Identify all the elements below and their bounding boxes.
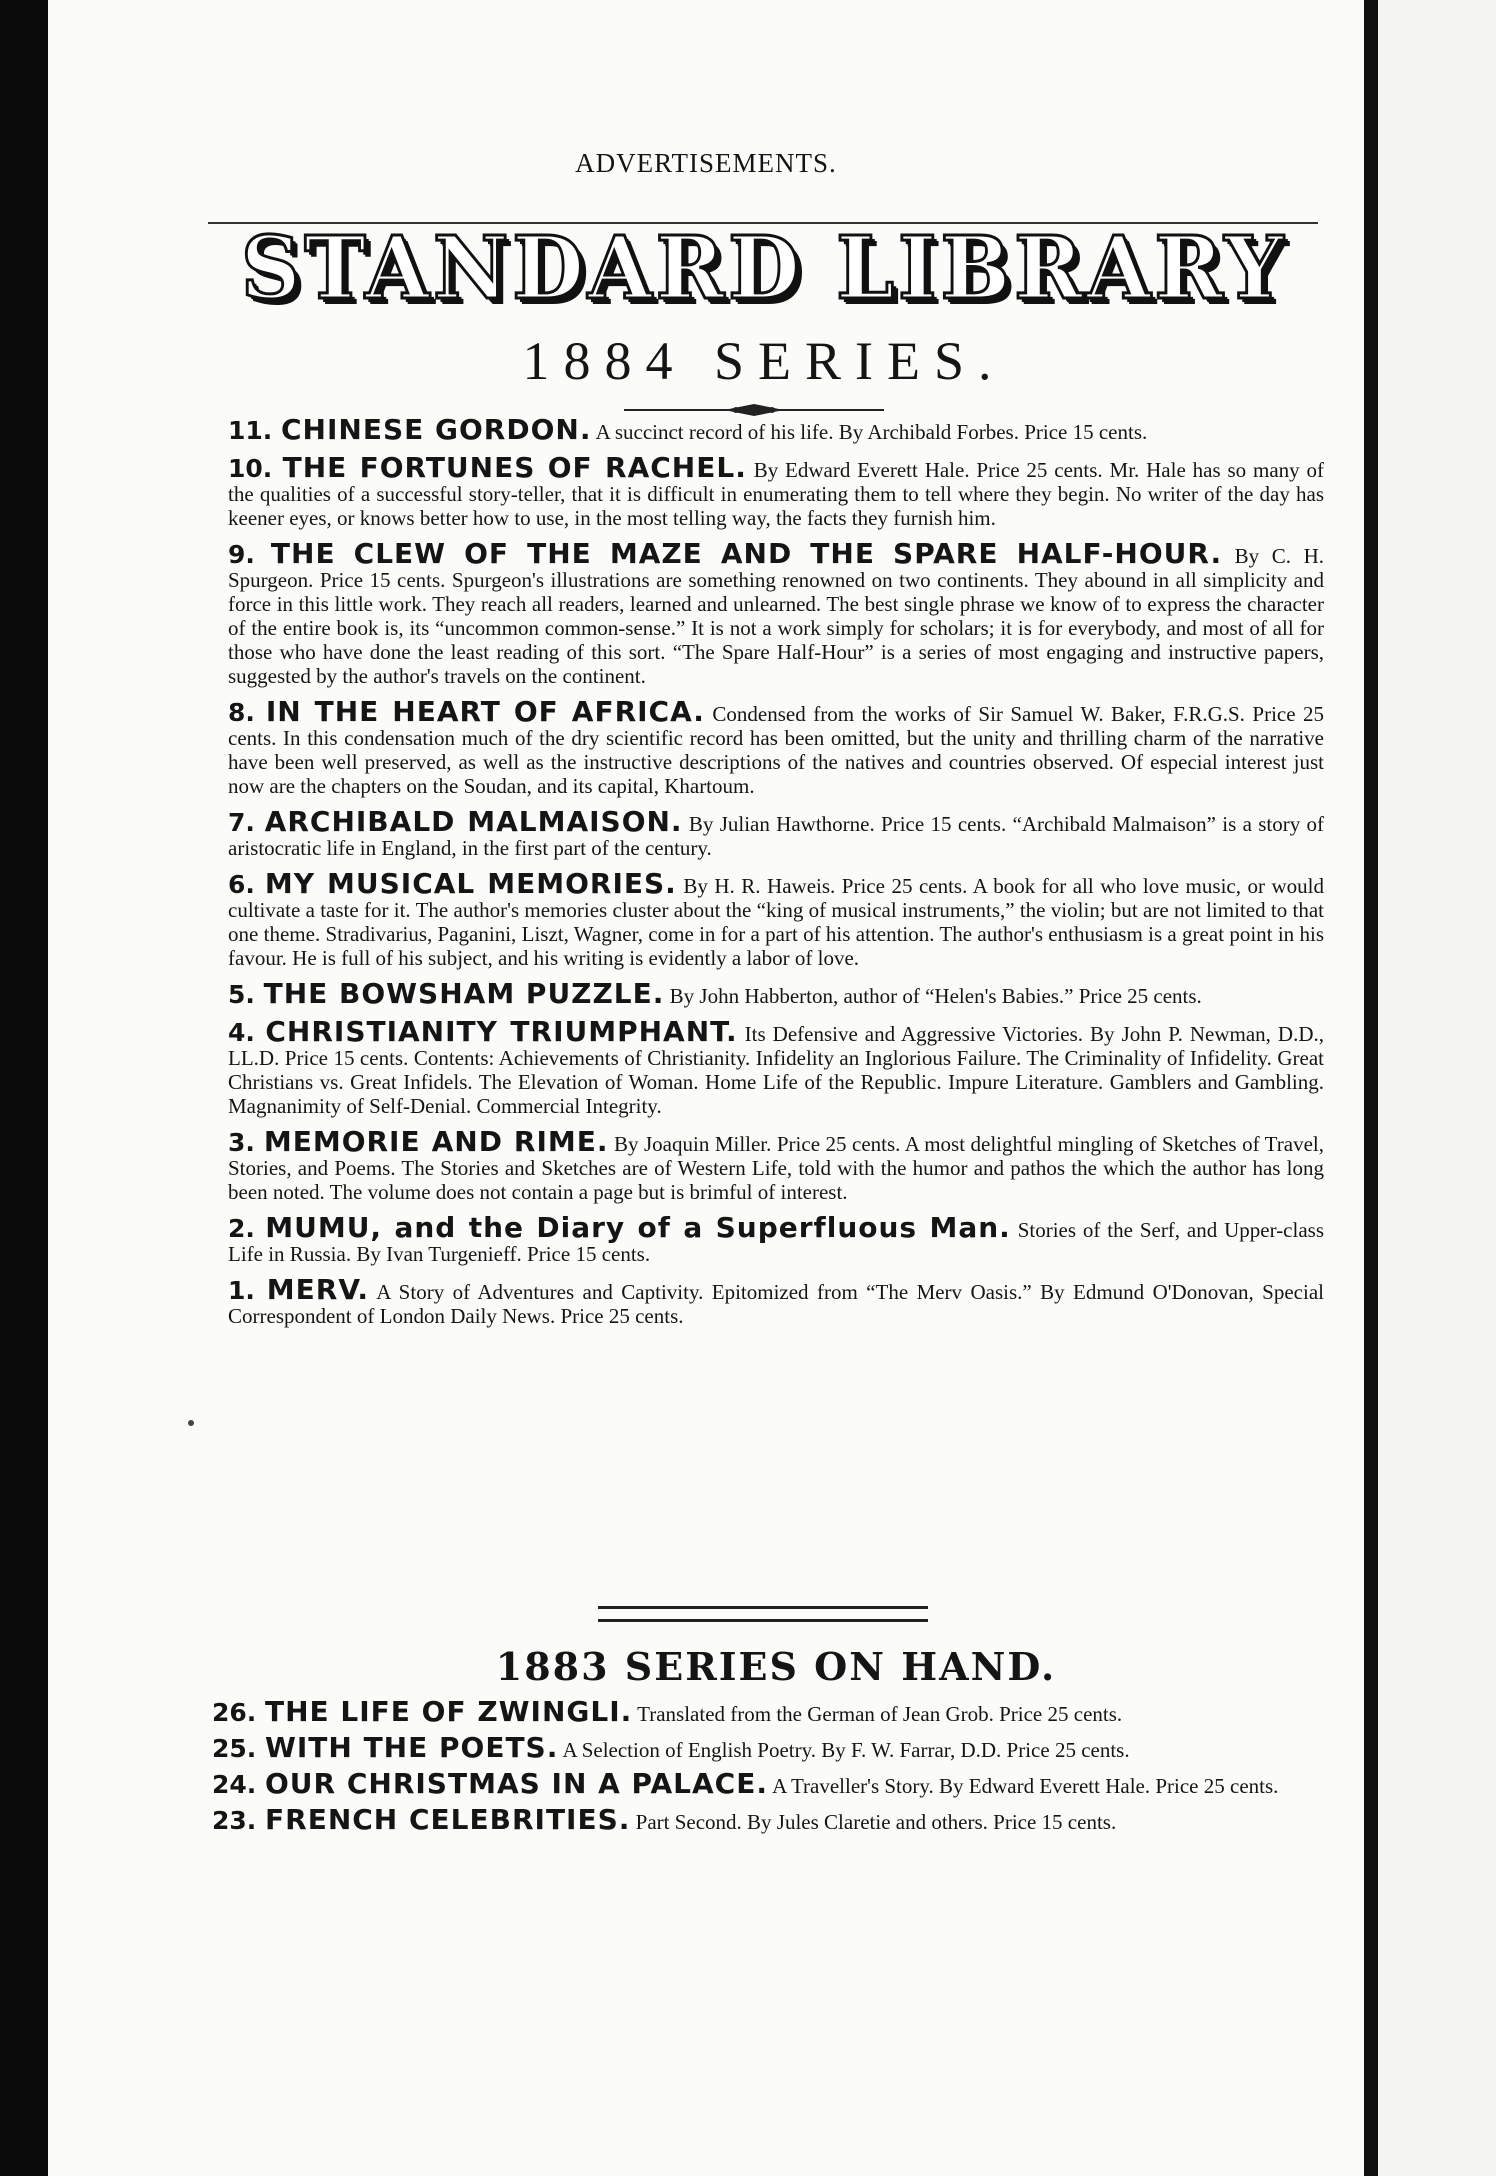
entry-description: By Julian Hawthorne. Price 15 cents. “Archibald Malmaison” is a story of aristocratic life in England, in the first part of the century. <box>228 812 1325 860</box>
entry-title: CHINESE GORDON. <box>281 413 592 446</box>
entry-number: 9. <box>228 540 271 569</box>
list-item <box>228 451 1324 530</box>
entry-description: By Edward Everett Hale. Price 25 cents. Mr. Hale has so many of the qualities of a successful story-teller, that it is difficult in enumerating them to tell where they begin. No writer of the day has keener eyes, or knows better how to use, in the most telling way, the facts they furnish him. <box>228 458 1324 530</box>
entry-number: 4. <box>228 1018 266 1047</box>
entry-description: Its Defensive and Aggressive Victories. By John P. Newman, D.D., LL.D. Price 15 cents. Contents: Achievements of Christianity. Infidelity an Inglorious Failure. The Criminality of Infidelity. Great Christians vs. Great Infidels. The Elevation of Woman. Home Life of the Republic. Impure Literature. Gamblers and Gambling. Magnanimity of Self-Denial. Commercial Integrity. <box>228 1022 1325 1118</box>
entry-title: CHRISTIANITY TRIUMPHANT. <box>265 1015 738 1048</box>
entry-description: A Selection of English Poetry. By F. W. Farrar, D.D. Price 25 cents. <box>562 1738 1130 1762</box>
entry-title: THE CLEW OF THE MAZE AND THE SPARE HALF-HOUR. <box>270 537 1223 570</box>
entry-title: OUR CHRISTMAS IN A PALACE. <box>265 1767 768 1800</box>
masthead-title: STANDARD LIBRARY <box>240 218 1288 319</box>
heading-1883: 1883 SERIES ON HAND. <box>495 1644 1057 1689</box>
list-item <box>228 867 1324 970</box>
entry-title: FRENCH CELEBRITIES. <box>265 1803 631 1836</box>
entry-number: 7. <box>228 808 265 837</box>
entry-number: 11. <box>228 416 281 445</box>
adjacent-page-edge <box>1378 0 1496 2176</box>
entry-description: By John Habberton, author of “Helen's Babies.” Price 25 cents. <box>669 984 1202 1008</box>
list-item <box>212 1767 1312 1800</box>
entry-description: By H. R. Haweis. Price 25 cents. A book for all who love music, or would cultivate a taste for it. The author's memories cluster about the “king of musical instruments,” the violin; but are not limited to that one theme. Stradivarius, Paganini, Liszt, Wagner, come in for a part of his attention. The author's enthusiasm is a great point in his favour. He is full of his subject, and his writing is evidently a labor of love. <box>228 874 1324 970</box>
entries-1884 <box>228 413 1325 1340</box>
list-item <box>228 1125 1324 1204</box>
entry-number: 5. <box>228 980 264 1009</box>
list-item <box>228 1211 1325 1266</box>
entry-number: 3. <box>228 1128 264 1157</box>
entry-number: 25. <box>212 1734 265 1763</box>
entry-title: IN THE HEART OF AFRICA. <box>265 695 705 728</box>
entry-title: ARCHIBALD MALMAISON. <box>264 805 683 838</box>
entry-title: MEMORIE AND RIME. <box>263 1125 609 1158</box>
double-rule <box>598 1606 928 1622</box>
entry-title: MUMU, and the Diary of a Superfluous Man. <box>265 1211 1011 1244</box>
entry-description: A Traveller's Story. By Edward Everett Hale. Price 25 cents. <box>772 1774 1279 1798</box>
entry-description: A succinct record of his life. By Archibald Forbes. Price 15 cents. <box>595 420 1148 444</box>
entry-title: THE BOWSHAM PUZZLE. <box>263 977 665 1010</box>
entry-title: THE LIFE OF ZWINGLI. <box>265 1695 633 1728</box>
entry-description: Condensed from the works of Sir Samuel W. Baker, F.R.G.S. Price 25 cents. In this condensation much of the dry scientific record has been omitted, but the unity and thrilling charm of the narrative have been well preserved, as well as the instructive descriptions of the natives and countries observed. Of especial interest just now are the chapters on the Soudan, and its capital, Khartoum. <box>228 702 1325 798</box>
entry-title: WITH THE POETS. <box>265 1731 559 1764</box>
entry-number: 8. <box>228 698 266 727</box>
entry-number: 26. <box>212 1698 265 1727</box>
list-item <box>228 805 1325 860</box>
list-item <box>228 1273 1324 1328</box>
entry-number: 23. <box>212 1806 265 1835</box>
list-item <box>212 1803 1312 1836</box>
entry-description: By C. H. Spurgeon. Price 15 cents. Spurgeon's illustrations are something renowned on two continents. They abound in all simplicity and force in this little work. They reach all readers, learned and unlearned. The best single phrase we know of to express the character of the entire book is, its “uncommon common-sense.” It is not a work simply for scholars; it is for everybody, and most of all for those who have done the least reading of this sort. “The Spare Half-Hour” is a series of most engaging and instructive papers, suggested by the author's travels on the continent. <box>228 544 1324 688</box>
list-item <box>228 1015 1325 1118</box>
series-title: 1884 SERIES. <box>522 331 1006 391</box>
page-speck <box>188 1420 194 1426</box>
ornament-divider <box>624 402 884 418</box>
page-gutter <box>1364 0 1378 2176</box>
entry-number: 24. <box>212 1770 265 1799</box>
list-item <box>228 977 1324 1010</box>
entry-title: MY MUSICAL MEMORIES. <box>264 867 677 900</box>
list-item <box>228 537 1324 688</box>
list-item <box>212 1731 1312 1764</box>
list-item <box>228 695 1325 798</box>
entry-number: 10. <box>228 454 283 483</box>
entry-description: By Joaquin Miller. Price 25 cents. A most delightful mingling of Sketches of Travel, Stories, and Poems. The Stories and Sketches are of Western Life, told with the humor and pathos the which the author has long been noted. The volume does not contain a page but is brimful of interest. <box>228 1132 1324 1204</box>
entry-description: Stories of the Serf, and Upper-class Life in Russia. By Ivan Turgenieff. Price 15 cents. <box>228 1218 1325 1266</box>
entry-title: THE FORTUNES OF RACHEL. <box>282 451 747 484</box>
entry-description: A Story of Adventures and Captivity. Epitomized from “The Merv Oasis.” By Edmund O'Donovan, Special Correspondent of London Daily News. Price 25 cents. <box>228 1280 1324 1328</box>
running-head: ADVERTISEMENTS. <box>575 148 837 178</box>
entry-title: MERV. <box>266 1273 370 1306</box>
entry-number: 6. <box>228 870 265 899</box>
entry-description: Part Second. By Jules Claretie and others. Price 15 cents. <box>635 1810 1117 1834</box>
list-item <box>212 1695 1312 1728</box>
entry-number: 2. <box>228 1214 266 1243</box>
entry-description: Translated from the German of Jean Grob. Price 25 cents. <box>637 1702 1123 1726</box>
list-item <box>228 413 1324 446</box>
entry-number: 1. <box>228 1276 267 1305</box>
entries-1883 <box>212 1695 1312 1844</box>
document-page <box>48 0 1364 2176</box>
